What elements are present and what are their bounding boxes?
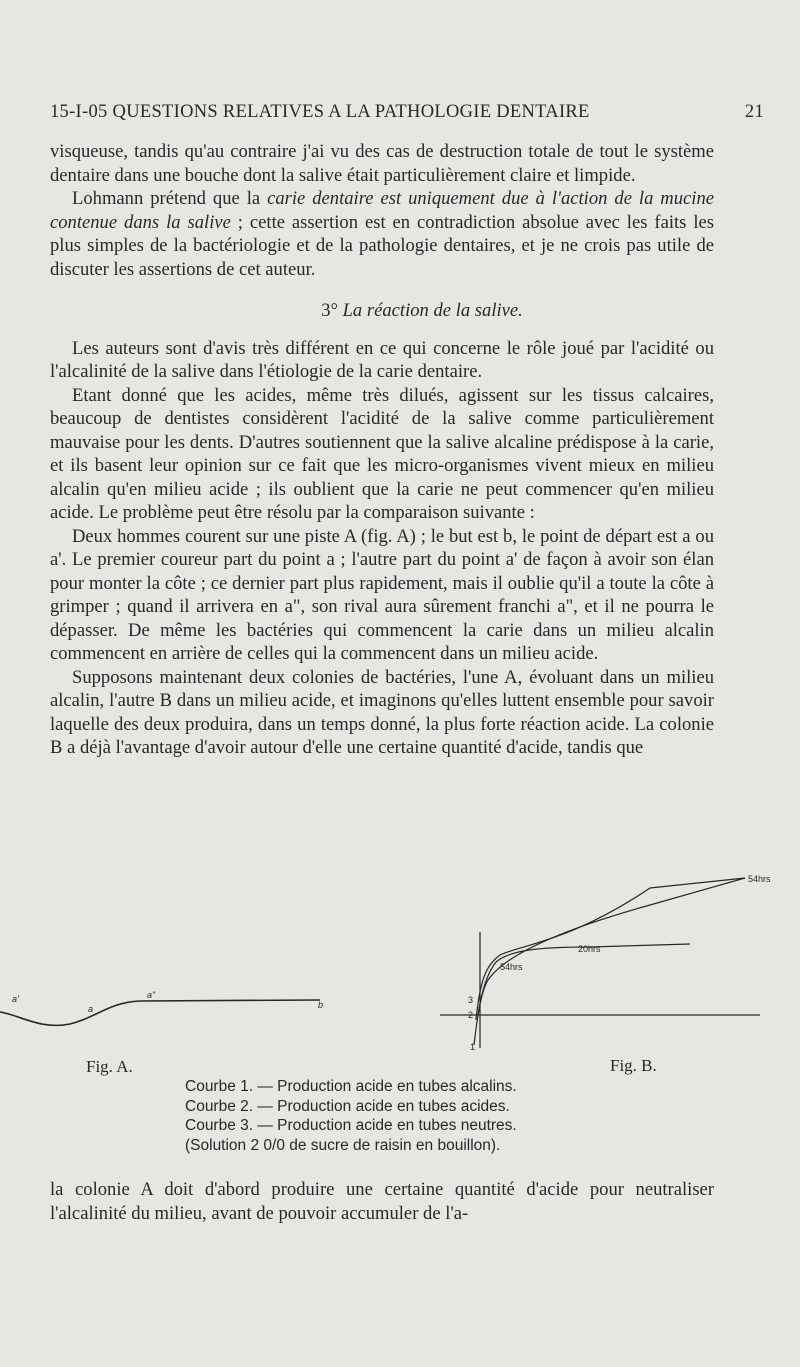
figure-a-mark-dip: a xyxy=(88,1004,94,1014)
figure-b-caption: Fig. B. xyxy=(610,1056,657,1075)
figure-a-drawing xyxy=(0,990,360,1040)
paragraph-6: Supposons maintenant deux colonies de bactéries, l'une A, évoluant dans un milieu alcalin, l'autre B dans un milieu acide, et imaginons qu'elles luttent ensemble pour savoir laquelle des deux produira, dans un temps donné, la plus forte réaction acide. La colonie B a déjà l'avantage d'avoir autour d'elle une certaine quantité d'acide, tandis que xyxy=(50,666,714,758)
section-heading xyxy=(50,299,714,323)
paragraph-1: visqueuse, tandis qu'au contraire j'ai vu des cas de destruction totale de tout le système dentaire dans une bouche dont la salive était particulièrement claire et limpide. xyxy=(50,141,714,186)
paragraph-3: Les auteurs sont d'avis très différent en ce qui concerne le rôle joué par l'acidité ou l'alcalinité de la salive dans l'étiologie de la carie dentaire. xyxy=(50,337,714,382)
figure-b-label-20hrs: 20hrs xyxy=(578,944,601,954)
header-date: 15-I-05 xyxy=(50,102,108,122)
figure-a-mark-right: b xyxy=(318,1000,324,1010)
paragraph-2-end: ; cette assertion est en contradiction absolue avec les faits les plus simples de la bactériologie et de la pathologie dentaires, et je ne crois pas utile de discuter les assertions de cet auteur. xyxy=(50,211,714,280)
figure-b-curve-3 xyxy=(478,944,690,1015)
paragraph-5: Deux hommes courent sur une piste A (fig. A) ; le but est b, le point de départ est a ou a'. Le premier coureur part du point a ; l'autre part du point a' de façon à avoir son élan pour monter la côte ; ce dernier part plus rapidement, mais il oublie qu'il a toute la côte à grimper ; quand il arrivera en a", son rival aura sûrement franchi a", et il ne pourra le dépasser. De même les bactéries qui commencent la carie dans un milieu alcalin commencent en arrière de celles qui la commencent dans un milieu acide. xyxy=(50,525,714,664)
paragraph-4: Etant donné que les acides, même très dilués, agissent sur les tissus calcaires, beaucoup de dentistes considèrent l'acidité de la salive comme particulièrement mauvaise pour les dents. D'autres soutiennent que la salive alcaline prédispose à la carie, et ils basent leur opinion sur ce fait que les micro-organismes vivent mieux en milieu alcalin qu'en milieu acide ; ils oublient que la carie ne peut commencer qu'en milieu acide. Le problème peut être résolu par la comparaison suivante : xyxy=(50,384,714,523)
figure-b-chart xyxy=(430,870,800,1055)
paragraph-7: la colonie A doit d'abord produire une certaine quantité d'acide pour neutraliser l'alcalinité du milieu, avant de pouvoir accumuler de l'a- xyxy=(50,1179,714,1224)
paragraph-2 xyxy=(50,187,714,281)
main-text xyxy=(50,140,714,760)
legend-line-4: (Solution 2 0/0 de sucre de raisin en bouillon). xyxy=(185,1136,501,1154)
figure-b-curve-2 xyxy=(476,878,745,1020)
figure-a-mark-left: a' xyxy=(12,994,19,1004)
section-number: 3° xyxy=(321,300,338,321)
figure-b-axis-3: 3 xyxy=(468,995,474,1005)
figure-b-axis-1: 1 xyxy=(470,1042,476,1052)
legend-line-3: Courbe 3. — Production acide en tubes neutres. xyxy=(185,1117,517,1134)
figure-b-axis-2: 2 xyxy=(468,1010,474,1020)
page-number: 21 xyxy=(744,102,764,122)
figure-legend xyxy=(185,1077,517,1155)
running-header xyxy=(50,102,764,123)
header-title: QUESTIONS RELATIVES A LA PATHOLOGIE DENTAIRE xyxy=(112,102,590,122)
paragraph-2-start: Lohmann prétend que la xyxy=(72,188,268,209)
legend-line-1: Courbe 1. — Production acide en tubes alcalins. xyxy=(185,1078,517,1095)
figure-b-label-54hrs-inner: 54hrs xyxy=(500,962,523,972)
legend-line-2: Courbe 2. — Production acide en tubes acides. xyxy=(185,1097,510,1115)
figure-a-track xyxy=(0,1000,320,1025)
figure-a-mark-top: a" xyxy=(147,990,156,1000)
figure-a-caption: Fig. A. xyxy=(86,1057,133,1076)
paragraph-2-italic: carie dentaire est uniquement due à l'action de la mucine contenue dans la salive xyxy=(50,188,715,233)
section-title: La réaction de la salive. xyxy=(342,300,523,321)
figure-b-label-54hrs: 54hrs xyxy=(748,874,771,884)
